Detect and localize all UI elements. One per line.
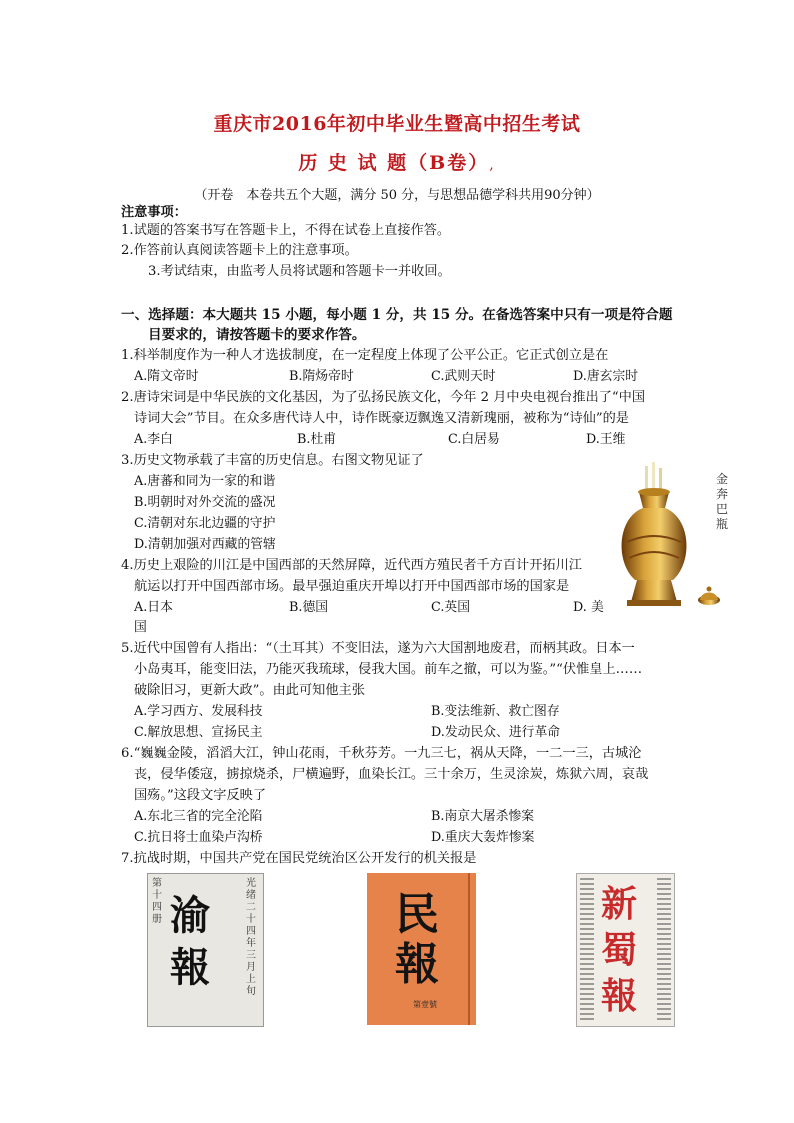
- question-4-cont: 航运以打开中国西部市场。最早强迫重庆开埠以打开中国西部市场的国家是: [134, 579, 570, 594]
- note-item: 1.试题的答案书写在答题卡上，不得在试卷上直接作答。: [121, 223, 451, 238]
- q2-option-b: B.杜甫: [297, 432, 337, 447]
- section-heading: 一、选择题：本大题共 15 小题，每小题 1 分，共 15 分。在备选答案中只有一项是符合题: [121, 307, 673, 323]
- question-6: 6.“巍巍金陵，滔滔大江，钟山花雨，千秋芬芳。一九三七，祸从天降，一二一三，古城沦: [121, 746, 642, 761]
- golden-urn-figure: [615, 462, 723, 612]
- question-7: 7.抗战时期，中国共产党在国民党统治区公开发行的机关报是: [121, 851, 477, 866]
- q4-option-b: B.德国: [289, 600, 329, 615]
- q4-option-a: A.日本: [134, 600, 173, 615]
- q1-option-b: B.隋炀帝时: [289, 369, 354, 384]
- q1-option-d: D.唐玄宗时: [573, 369, 639, 384]
- q2-option-d: D.王维: [586, 432, 626, 447]
- question-3: 3.历史文物承载了丰富的历史信息。右图文物见证了: [121, 453, 424, 468]
- exam-subtitle: [0, 148, 794, 175]
- q6-option-a: A.东北三省的完全沦陷: [134, 809, 263, 824]
- newspaper-yubao-figure: [147, 873, 264, 1027]
- paper3-title-b: 蜀: [601, 929, 638, 971]
- question-2: 2.唐诗宋词是中华民族的文化基因，为了弘扬民族文化，今年 2 月中央电视台推出了“中国: [121, 390, 646, 405]
- paper2-fold-line: [468, 873, 470, 1025]
- q4-option-d-wrap: 国: [134, 620, 147, 635]
- paper3-title-c: 報: [601, 975, 638, 1017]
- paper1-side-right: 光绪二十四年三月上旬: [246, 878, 256, 997]
- question-4: 4.历史上艰险的川江是中国西部的天然屏障，近代西方殖民者千方百计开拓川江: [121, 558, 582, 573]
- paper1-title-b: 報: [170, 944, 210, 991]
- paper1-side-left: 第十四册: [152, 878, 162, 925]
- figure-caption: 金奔巴瓶: [716, 472, 729, 531]
- paper2-issue: 第壹號: [413, 1000, 437, 1009]
- paper2-title-b: 報: [395, 939, 439, 990]
- q1-option-c: C.武则天时: [431, 369, 496, 384]
- question-5-cont: 破除旧习，更新大政”。由此可知他主张: [134, 683, 365, 698]
- paper3-column-left: [580, 878, 594, 1022]
- q4-option-c: C.英国: [431, 600, 470, 615]
- notes-heading: 注意事项：: [121, 205, 187, 220]
- q2-option-a: A.李白: [134, 432, 173, 447]
- exam-info: （开卷 本卷共五个大题，满分 50 分，与思想品德学科共用90分钟）: [194, 188, 600, 203]
- q3-option-a: A.唐蕃和同为一家的和谐: [134, 474, 276, 489]
- q5-option-c: C.解放思想、宣扬民主: [134, 725, 263, 740]
- subtitle-mark: ,: [489, 157, 496, 173]
- q5-option-a: A.学习西方、发展科技: [134, 704, 263, 719]
- question-2-cont: 诗词大会”节目。在众多唐代诗人中，诗作既豪迈飘逸又清新瑰丽，被称为“诗仙”的是: [134, 411, 629, 426]
- section-heading-cont: 目要求的，请按答题卡的要求作答。: [148, 327, 366, 343]
- q1-option-a: A.隋文帝时: [134, 369, 199, 384]
- paper3-column-right: [657, 878, 671, 1022]
- question-6-cont: 丧，侵华倭寇，掳掠烧杀，尸横遍野，血染长江。三十余万，生灵涂炭，炼狱六周，哀哉: [134, 767, 649, 782]
- q6-option-d: D.重庆大轰炸惨案: [431, 830, 535, 845]
- newspaper-xinshubao-figure: [576, 873, 675, 1027]
- question-5-cont: 小岛夷耳，能变旧法，乃能灭我琉球，侵我大国。前车之撤，可以为鉴。”“伏惟皇上……: [134, 662, 643, 677]
- paper3-title-a: 新: [601, 883, 638, 925]
- q5-option-d: D.发动民众、进行革命: [431, 725, 561, 740]
- q3-option-d: D.清朝加强对西藏的管辖: [134, 537, 276, 552]
- q6-option-b: B.南京大屠杀惨案: [431, 809, 535, 824]
- question-1: 1.科举制度作为一种人才选拔制度，在一定程度上体现了公平公正。它正式创立是在: [121, 348, 609, 363]
- q6-option-c: C.抗日将士血染卢沟桥: [134, 830, 263, 845]
- q2-option-c: C.白居易: [448, 432, 500, 447]
- paper1-title-a: 渝: [170, 892, 210, 939]
- note-item: 2.作答前认真阅读答题卡上的注意事项。: [121, 243, 358, 258]
- newspaper-minbao-figure: [367, 873, 476, 1025]
- exam-title: 重庆市2016年初中毕业生暨高中招生考试: [213, 113, 581, 135]
- q3-option-b: B.明朝时对外交流的盛况: [134, 495, 276, 510]
- q3-option-c: C.清朝对东北边疆的守护: [134, 516, 276, 531]
- question-6-cont: 国殇。”这段文字反映了: [134, 788, 267, 803]
- paper2-title-a: 民: [395, 889, 439, 940]
- q5-option-b: B.变法维新、救亡图存: [431, 704, 560, 719]
- subtitle-text: 历 史 试 题（B卷）: [298, 152, 490, 174]
- note-item: 3.考试结束，由监考人员将试题和答题卡一并收回。: [148, 264, 451, 279]
- q4-option-d: D. 美: [573, 600, 604, 615]
- question-5: 5.近代中国曾有人指出：“（土耳其）不变旧法，遂为六大国割地废君，而柄其政。日本一: [121, 641, 635, 656]
